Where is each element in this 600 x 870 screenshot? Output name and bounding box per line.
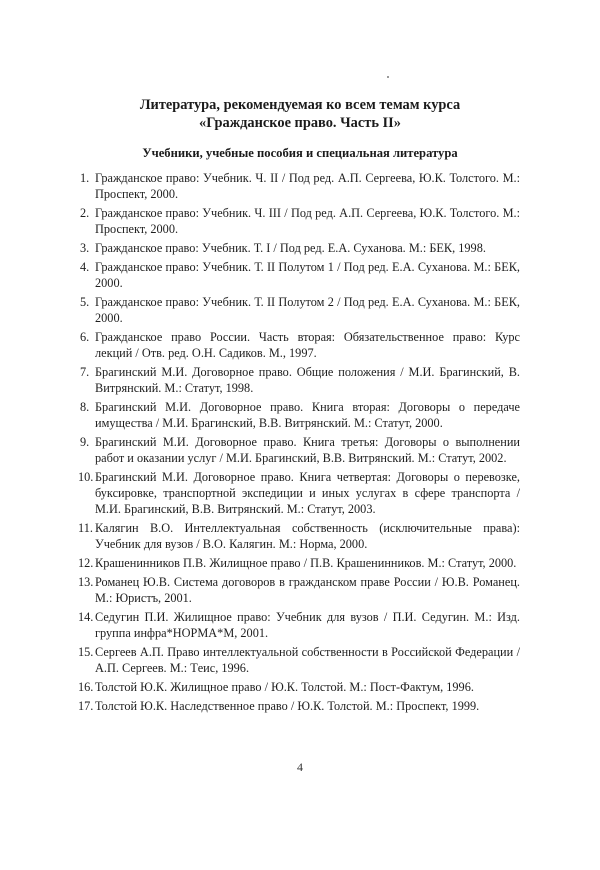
item-number: 7. bbox=[80, 365, 90, 379]
item-number: 13. bbox=[78, 575, 94, 589]
item-number: 4. bbox=[80, 260, 90, 274]
bibliography-item bbox=[80, 469, 520, 517]
bibliography-item bbox=[80, 329, 520, 361]
item-text: Сергеев А.П. Право интеллектуальной собственности в Российской Федерации / А.П. Сергеев. М.: Тeис, 1996. bbox=[95, 645, 520, 675]
item-text: Брагинский М.И. Договорное право. Книга вторая: Договоры о передаче имущества / М.И. Брагинский, В.В. Витрянский. М.: Статут, 2000. bbox=[95, 400, 520, 430]
page-title bbox=[0, 96, 600, 132]
title-line-2: «Гражданское право. Часть II» bbox=[199, 115, 401, 131]
item-text: Калягин В.О. Интеллектуальная собственность (исключительные права): Учебник для вузов / В.О. Калягин. М.: Норма, 2000. bbox=[95, 521, 520, 551]
item-text: Гражданское право: Учебник. Т. II Полутом 1 / Под ред. Е.А. Суханова. М.: БЕК, 2000. bbox=[95, 260, 520, 290]
item-number: 1. bbox=[80, 171, 90, 185]
bibliography-item bbox=[80, 364, 520, 396]
item-text: Гражданское право: Учебник. Ч. II / Под ред. А.П. Сергеева, Ю.К. Толстого. М.: Проспект, 2000. bbox=[95, 171, 520, 201]
item-text: Гражданское право: Учебник. Т. I / Под ред. Е.А. Суханова. М.: БЕК, 1998. bbox=[95, 241, 486, 255]
item-number: 9. bbox=[80, 435, 90, 449]
item-number: 10. bbox=[78, 470, 94, 484]
bibliography-item bbox=[80, 294, 520, 326]
item-number: 3. bbox=[80, 241, 90, 255]
bibliography-item bbox=[80, 259, 520, 291]
scan-speck bbox=[387, 76, 389, 78]
item-number: 11. bbox=[78, 521, 93, 535]
bibliography-item bbox=[80, 520, 520, 552]
item-text: Крашенинников П.В. Жилищное право / П.В. Крашенинников. М.: Статут, 2000. bbox=[95, 556, 517, 570]
item-text: Брагинский М.И. Договорное право. Книга третья: Договоры о выполнении работ и оказании услуг / М.И. Брагинский, В.В. Витрянский. М.: Статут, 2002. bbox=[95, 435, 520, 465]
bibliography-item bbox=[80, 555, 520, 571]
item-number: 14. bbox=[78, 610, 94, 624]
page-number: 4 bbox=[297, 760, 303, 774]
item-number: 16. bbox=[78, 680, 94, 694]
item-number: 17. bbox=[78, 699, 94, 713]
section-subtitle: Учебники, учебные пособия и специальная литература bbox=[142, 146, 458, 160]
bibliography-item bbox=[80, 644, 520, 676]
bibliography-item bbox=[80, 574, 520, 606]
item-number: 12. bbox=[78, 556, 94, 570]
item-text: Романец Ю.В. Система договоров в гражданском праве России / Ю.В. Романец. М.: Юристъ, 2001. bbox=[95, 575, 520, 605]
item-text: Гражданское право: Учебник. Т. II Полутом 2 / Под ред. Е.А. Суханова. М.: БЕК, 2000. bbox=[95, 295, 520, 325]
item-text: Брагинский М.И. Договорное право. Общие положения / М.И. Брагинский, В. Витрянский. М.: Статут, 1998. bbox=[95, 365, 520, 395]
bibliography-item bbox=[80, 240, 520, 256]
bibliography-item bbox=[80, 434, 520, 466]
bibliography-list bbox=[80, 170, 520, 717]
bibliography-item bbox=[80, 609, 520, 641]
bibliography-item bbox=[80, 679, 520, 695]
title-line-1: Литература, рекомендуемая ко всем темам курса bbox=[139, 97, 461, 113]
item-number: 2. bbox=[80, 206, 90, 220]
bibliography-item bbox=[80, 170, 520, 202]
item-number: 6. bbox=[80, 330, 90, 344]
item-number: 15. bbox=[78, 645, 94, 659]
item-text: Толстой Ю.К. Наследственное право / Ю.К. Толстой. М.: Проспект, 1999. bbox=[95, 699, 480, 713]
item-text: Толстой Ю.К. Жилищное право / Ю.К. Толстой. М.: Пост-Фактум, 1996. bbox=[95, 680, 474, 694]
bibliography-item bbox=[80, 205, 520, 237]
item-text: Седугин П.И. Жилищное право: Учебник для вузов / П.И. Седугин. М.: Изд. группа инфра*НОРМА*М, 2001. bbox=[95, 610, 520, 640]
bibliography-item bbox=[80, 698, 520, 714]
item-number: 8. bbox=[80, 400, 90, 414]
bibliography-item bbox=[80, 399, 520, 431]
item-text: Гражданское право: Учебник. Ч. III / Под ред. А.П. Сергеева, Ю.К. Толстого. М.: Проспект, 2000. bbox=[95, 206, 520, 236]
item-number: 5. bbox=[80, 295, 90, 309]
item-text: Гражданское право России. Часть вторая: Обязательственное право: Курс лекций / Отв. ред. О.Н. Садиков. М., 1997. bbox=[95, 330, 520, 360]
item-text: Брагинский М.И. Договорное право. Книга четвертая: Договоры о перевозке, буксировке, транспортной экспедиции и иных услугах в сфере транспорта / М.И. Брагинский, В.В. Витрянский. М.: Статут, 2003. bbox=[95, 470, 520, 516]
